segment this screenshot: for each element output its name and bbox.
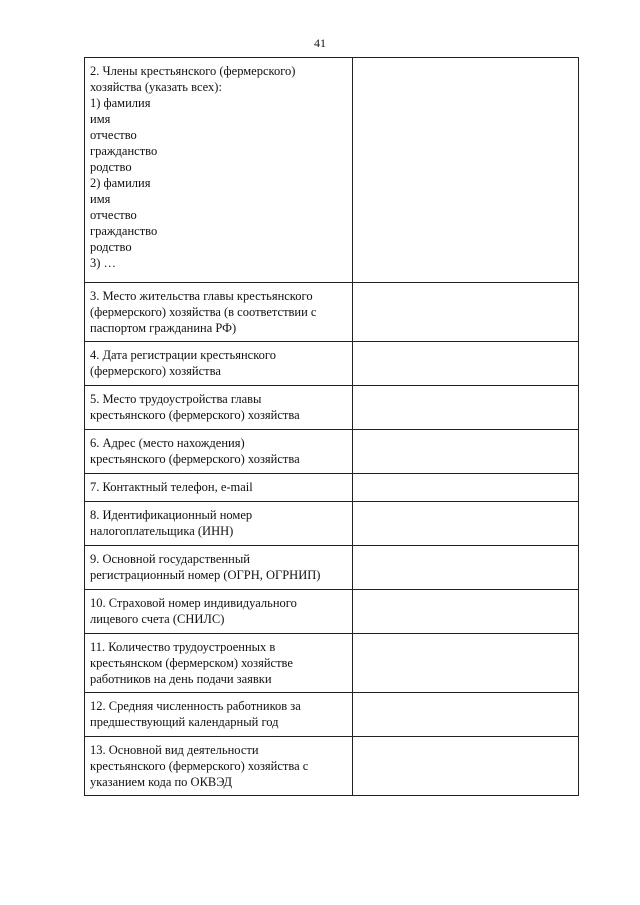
- field-label-line: гражданство: [90, 224, 158, 238]
- field-label: [85, 737, 353, 796]
- field-label-line: 7. Контактный телефон, e-mail: [90, 480, 253, 494]
- field-label-line: 6. Адрес (место нахождения): [90, 436, 245, 450]
- field-value[interactable]: [353, 474, 579, 502]
- field-value[interactable]: [353, 693, 579, 737]
- field-label-line: указанием кода по ОКВЭД: [90, 775, 232, 789]
- field-label: [85, 342, 353, 386]
- field-label-line: отчество: [90, 208, 137, 222]
- form-row: [85, 58, 579, 283]
- field-label-line: крестьянского (фермерского) хозяйства: [90, 452, 300, 466]
- field-label: [85, 474, 353, 502]
- field-value[interactable]: [353, 283, 579, 342]
- field-label: [85, 546, 353, 590]
- field-label-line: 10. Страховой номер индивидуального: [90, 596, 297, 610]
- field-label-line: работников на день подачи заявки: [90, 672, 272, 686]
- field-label-line: имя: [90, 192, 111, 206]
- form-row: [85, 474, 579, 502]
- field-label-line: имя: [90, 112, 111, 126]
- field-label: [85, 590, 353, 634]
- field-label-line: налогоплательщика (ИНН): [90, 524, 234, 538]
- field-label: [85, 693, 353, 737]
- field-label-line: 2) фамилия: [90, 176, 151, 190]
- form-row: [85, 546, 579, 590]
- field-label-line: гражданство: [90, 144, 158, 158]
- field-label: [85, 502, 353, 546]
- application-form-table: [84, 57, 579, 796]
- field-value[interactable]: [353, 502, 579, 546]
- field-label-line: 8. Идентификационный номер: [90, 508, 253, 522]
- field-value[interactable]: [353, 342, 579, 386]
- field-value[interactable]: [353, 386, 579, 430]
- field-label-line: 2. Члены крестьянского (фермерского): [90, 64, 296, 78]
- field-label-line: крестьянского (фермерского) хозяйства с: [90, 759, 309, 773]
- field-value[interactable]: [353, 430, 579, 474]
- form-row: [85, 342, 579, 386]
- field-label: [85, 58, 353, 283]
- form-row: [85, 430, 579, 474]
- field-label-line: родство: [90, 160, 132, 174]
- field-label-line: паспортом гражданина РФ): [90, 321, 237, 335]
- field-label-line: предшествующий календарный год: [90, 715, 279, 729]
- field-label-line: 3) …: [90, 256, 117, 270]
- page-number: 41: [314, 36, 326, 50]
- field-label-line: 1) фамилия: [90, 96, 151, 110]
- field-label-line: 13. Основной вид деятельности: [90, 743, 259, 757]
- field-label-line: лицевого счета (СНИЛС): [90, 612, 225, 626]
- field-label: [85, 386, 353, 430]
- field-label-line: регистрационный номер (ОГРН, ОГРНИП): [90, 568, 321, 582]
- form-row: [85, 634, 579, 693]
- form-row: [85, 502, 579, 546]
- field-value[interactable]: [353, 590, 579, 634]
- field-label: [85, 634, 353, 693]
- form-row: [85, 283, 579, 342]
- field-value[interactable]: [353, 546, 579, 590]
- field-value[interactable]: [353, 737, 579, 796]
- form-row: [85, 693, 579, 737]
- form-row: [85, 590, 579, 634]
- field-label-line: 12. Средняя численность работников за: [90, 699, 301, 713]
- form-row: [85, 737, 579, 796]
- form-body: [85, 58, 579, 796]
- field-label-line: отчество: [90, 128, 137, 142]
- field-label-line: 3. Место жительства главы крестьянского: [90, 289, 313, 303]
- field-label-line: 11. Количество трудоустроенных в: [90, 640, 276, 654]
- form-row: [85, 386, 579, 430]
- field-label-line: 9. Основной государственный: [90, 552, 250, 566]
- field-label-line: крестьянском (фермерском) хозяйстве: [90, 656, 293, 670]
- field-label: [85, 283, 353, 342]
- field-label-line: (фермерского) хозяйства: [90, 364, 221, 378]
- field-value[interactable]: [353, 58, 579, 283]
- field-label-line: (фермерского) хозяйства (в соответствии с: [90, 305, 317, 319]
- field-label-line: 4. Дата регистрации крестьянского: [90, 348, 276, 362]
- field-label-line: крестьянского (фермерского) хозяйства: [90, 408, 300, 422]
- field-label: [85, 430, 353, 474]
- field-label-line: 5. Место трудоустройства главы: [90, 392, 262, 406]
- field-label-line: родство: [90, 240, 132, 254]
- field-label-line: хозяйства (указать всех):: [90, 80, 222, 94]
- field-value[interactable]: [353, 634, 579, 693]
